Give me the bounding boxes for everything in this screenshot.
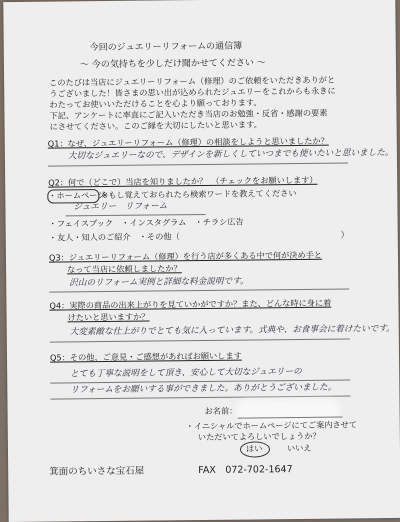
question-4: Q4：実際の商品の出来上がりを見ていかがですか？また、どんな時に身に着 <box>49 297 332 311</box>
form-subtitle: ～ 今の気持ちを少しだけ聞かせてください ～ <box>79 58 266 71</box>
permission-question: ・イニシャルでホームページにてご案内させて <box>185 419 358 432</box>
intro-line: うございました！皆さまの思い出が込められたジュエリーをこれからも永きに <box>49 85 336 99</box>
answer-3: 沢山のリフォーム実例と詳細な料金説明です。 <box>69 276 249 289</box>
option-homepage[interactable]: ・ホームページ <box>48 190 106 201</box>
fax-number: FAX 072-702-1647 <box>198 464 293 477</box>
question-3: Q3：ジュエリーリフォーム（修理）を行う店が多くある中で何が決め手と <box>48 249 323 263</box>
name-line <box>238 417 343 419</box>
shop-name: 箕面のちいさな宝石屋 <box>49 465 145 478</box>
intro-line: わたってお使いいただけることを心より願っております。 <box>49 97 262 110</box>
intro-line: このたびは当店にジュエリーリフォーム（修理）のご依頼をいただきありがと <box>49 74 336 88</box>
answer-line <box>50 338 350 342</box>
intro-line: にさせてください。このご縁を大切にしたいと思います。 <box>49 119 262 132</box>
question-1: Q1：なぜ、ジュエリーリフォーム（修理）の相談をしようと思いましたか？ <box>47 135 329 149</box>
intro-line: 下記、アンケートに率直にご記入いただき当店のお勉強・反省・感謝の要素 <box>49 107 328 121</box>
permission-question-cont: いただいてよろしいでしょうか？ <box>197 430 321 443</box>
answer-line <box>48 162 348 166</box>
question-3-cont: なって当店に依頼しましたか？ <box>67 263 182 275</box>
other-close-paren: ） <box>340 229 349 240</box>
option-no[interactable]: いいえ <box>286 442 312 454</box>
name-label: お名前： <box>204 405 238 416</box>
answer-line <box>66 214 206 216</box>
answer-5: とても丁寧な説明をして頂き、安心して大切なジュエリーの <box>70 366 302 380</box>
redacted-name <box>241 404 336 418</box>
survey-sheet <box>3 0 400 522</box>
answer-4: 大変素敵な仕上がりでとても気に入っています。式典や、お食事会に着けたいです。 <box>69 323 395 338</box>
option-yes[interactable]: はい <box>245 443 263 454</box>
question-5: Q5：その他、ご意見・ご感想があればお願いします <box>49 350 242 363</box>
search-word-note: ※もし覚えておられたら検索ワードを教えてください <box>101 188 297 201</box>
option-friend-other[interactable]: ・友人・知人のご紹介 ・その他（ <box>48 231 180 243</box>
form-title: 今回のジュエリーリフォームの通信簿 <box>89 41 243 54</box>
answer-1: 大切なジュエリーなので、デザインを新しくしていつまでも使いたいと思いました。 <box>67 147 394 162</box>
option-sns-flyer[interactable]: ・フェイスブック ・インスタグラム ・チラシ広告 <box>48 216 244 229</box>
answer-2-search-word: ジュエリー リフォーム <box>73 201 168 213</box>
answer-5-cont: リフォームをお願いする事ができました。ありがとうございました。 <box>70 382 337 396</box>
question-4-cont: けたいと思いますか？ <box>67 311 150 323</box>
question-2: Q2：何で（どこで）当店を知りましたか？ （チェックをお願いします） <box>48 174 318 188</box>
